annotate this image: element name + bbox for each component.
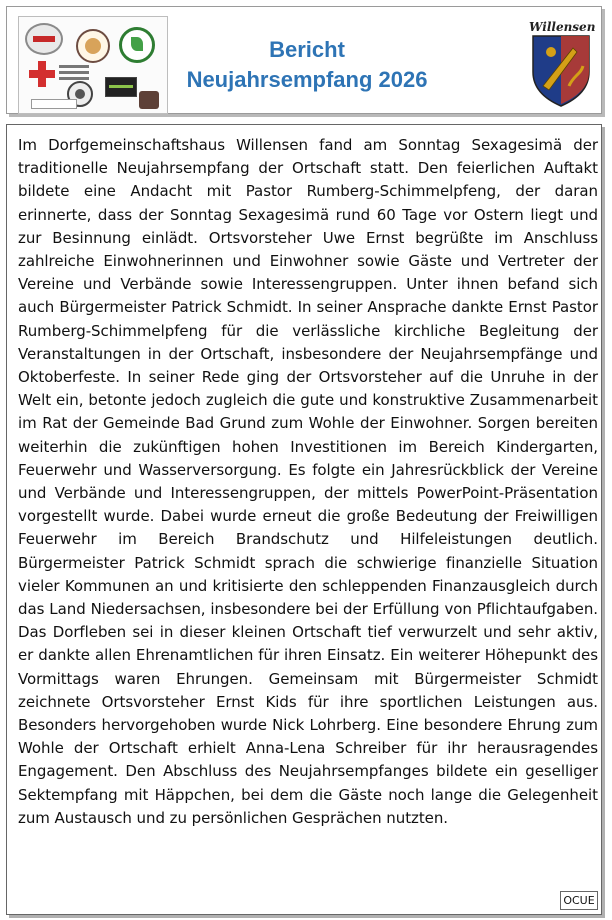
article-text: Im Dorfgemeinschaftshaus Willensen fand am Sonntag Sexagesimä der traditionelle Neujahrsempfang der Ortschaft statt. Den feierlichen Auftakt bildete eine Andacht mit Pastor Rumberg-Schimmelpfeng, der daran erinnerte, dass der Sonntag Sexagesimä rund 60 Tage vor Ostern liegt und zur Besinnung einlädt. Ortsvorsteher Uwe Ernst begrüßte im Anschluss zahlreiche Einwohnerinnen und Einwohner sowie Gäste und Vertreter der Vereine und Verbände sowie Interessengruppen. Unter ihnen befand sich auch Bürgermeister Patrick Schmidt. In seiner Ansprache dankte Ernst Pastor Rumberg-Schimmelpfeng für die verlässliche kirchliche Begleitung der Veranstaltungen in der Ortschaft, insbesondere der Neujahrsempfänge und Oktoberfeste. In seiner Rede ging der Ortsvorsteher auf die Unruhe in der Welt ein, betonte jedoch zugleich die gute und konstruktive Zusammenarbeit im Rat der Gemeinde Bad Grund zum Wohle der Einwohner. Sorgen bereiten weiterhin die zukünftigen hohen Investitionen im Bereich Kindergarten, Feuerwehr und Wasserversorgung. Es folgte ein Jahresrückblick der Vereine und Verbände und Interessengruppen, der mittels PowerPoint-Präsentation vorgestellt wurde. Dabei wurde erneut die große Bedeutung der Freiwilligen Feuerwehr im Bereich Brandschutz und Hilfeleistungen deutlich. Bürgermeister Patrick Schmidt sprach die schwierige finanzielle Situation vieler Kommunen an und kritisierte den schleppenden Finanzausgleich durch das Land Niedersachsen, insbesondere bei der Erfüllung von Pflichtaufgaben. Das Dorfleben sei in dieser kleinen Ortschaft tief verwurzelt und sehr aktiv, er dankte allen Ehrenamtlichen für ihren Einsatz. Ein weiterer Höhepunkt des Vormittags waren Ehrungen. Gemeinsam mit Bürgermeister Schmidt zeichnete Ortsvorsteher Ernst Kids für ihre sportlichen Leistungen aus. Besonders hervorgehoben wurde Nick Lohrberg. Eine besondere Ehrung zum Wohle der Ortschaft erhielt Anna-Lena Schreiber für ihr herausragendes Engagement. Den Abschluss des Neujahrsempfanges bildete ein geselliger Sektempfang mit Häppchen, bei dem die Gäste noch lange die Gelegenheit zum Austausch und zu persönlichen Gesprächen nutzten. [18, 136, 598, 827]
small-label-icon [31, 99, 77, 109]
header-box [6, 6, 602, 114]
title-line-1: Bericht [269, 37, 345, 62]
title-line-2: Neujahrsempfang 2026 [186, 67, 428, 92]
article-box [6, 124, 602, 915]
partner-logos-collage [18, 16, 168, 114]
willensen-crest [529, 20, 596, 108]
brown-logo-icon [139, 91, 159, 109]
author-tag: OCUE [560, 891, 598, 910]
crest-label: Willensen [529, 20, 596, 34]
association-seal-icon [76, 29, 110, 63]
club-logo-icon [25, 23, 63, 55]
green-club-logo-icon [119, 27, 155, 63]
dark-banner-logo-icon [105, 77, 137, 97]
red-cross-icon [29, 61, 55, 87]
page-title [157, 35, 457, 95]
